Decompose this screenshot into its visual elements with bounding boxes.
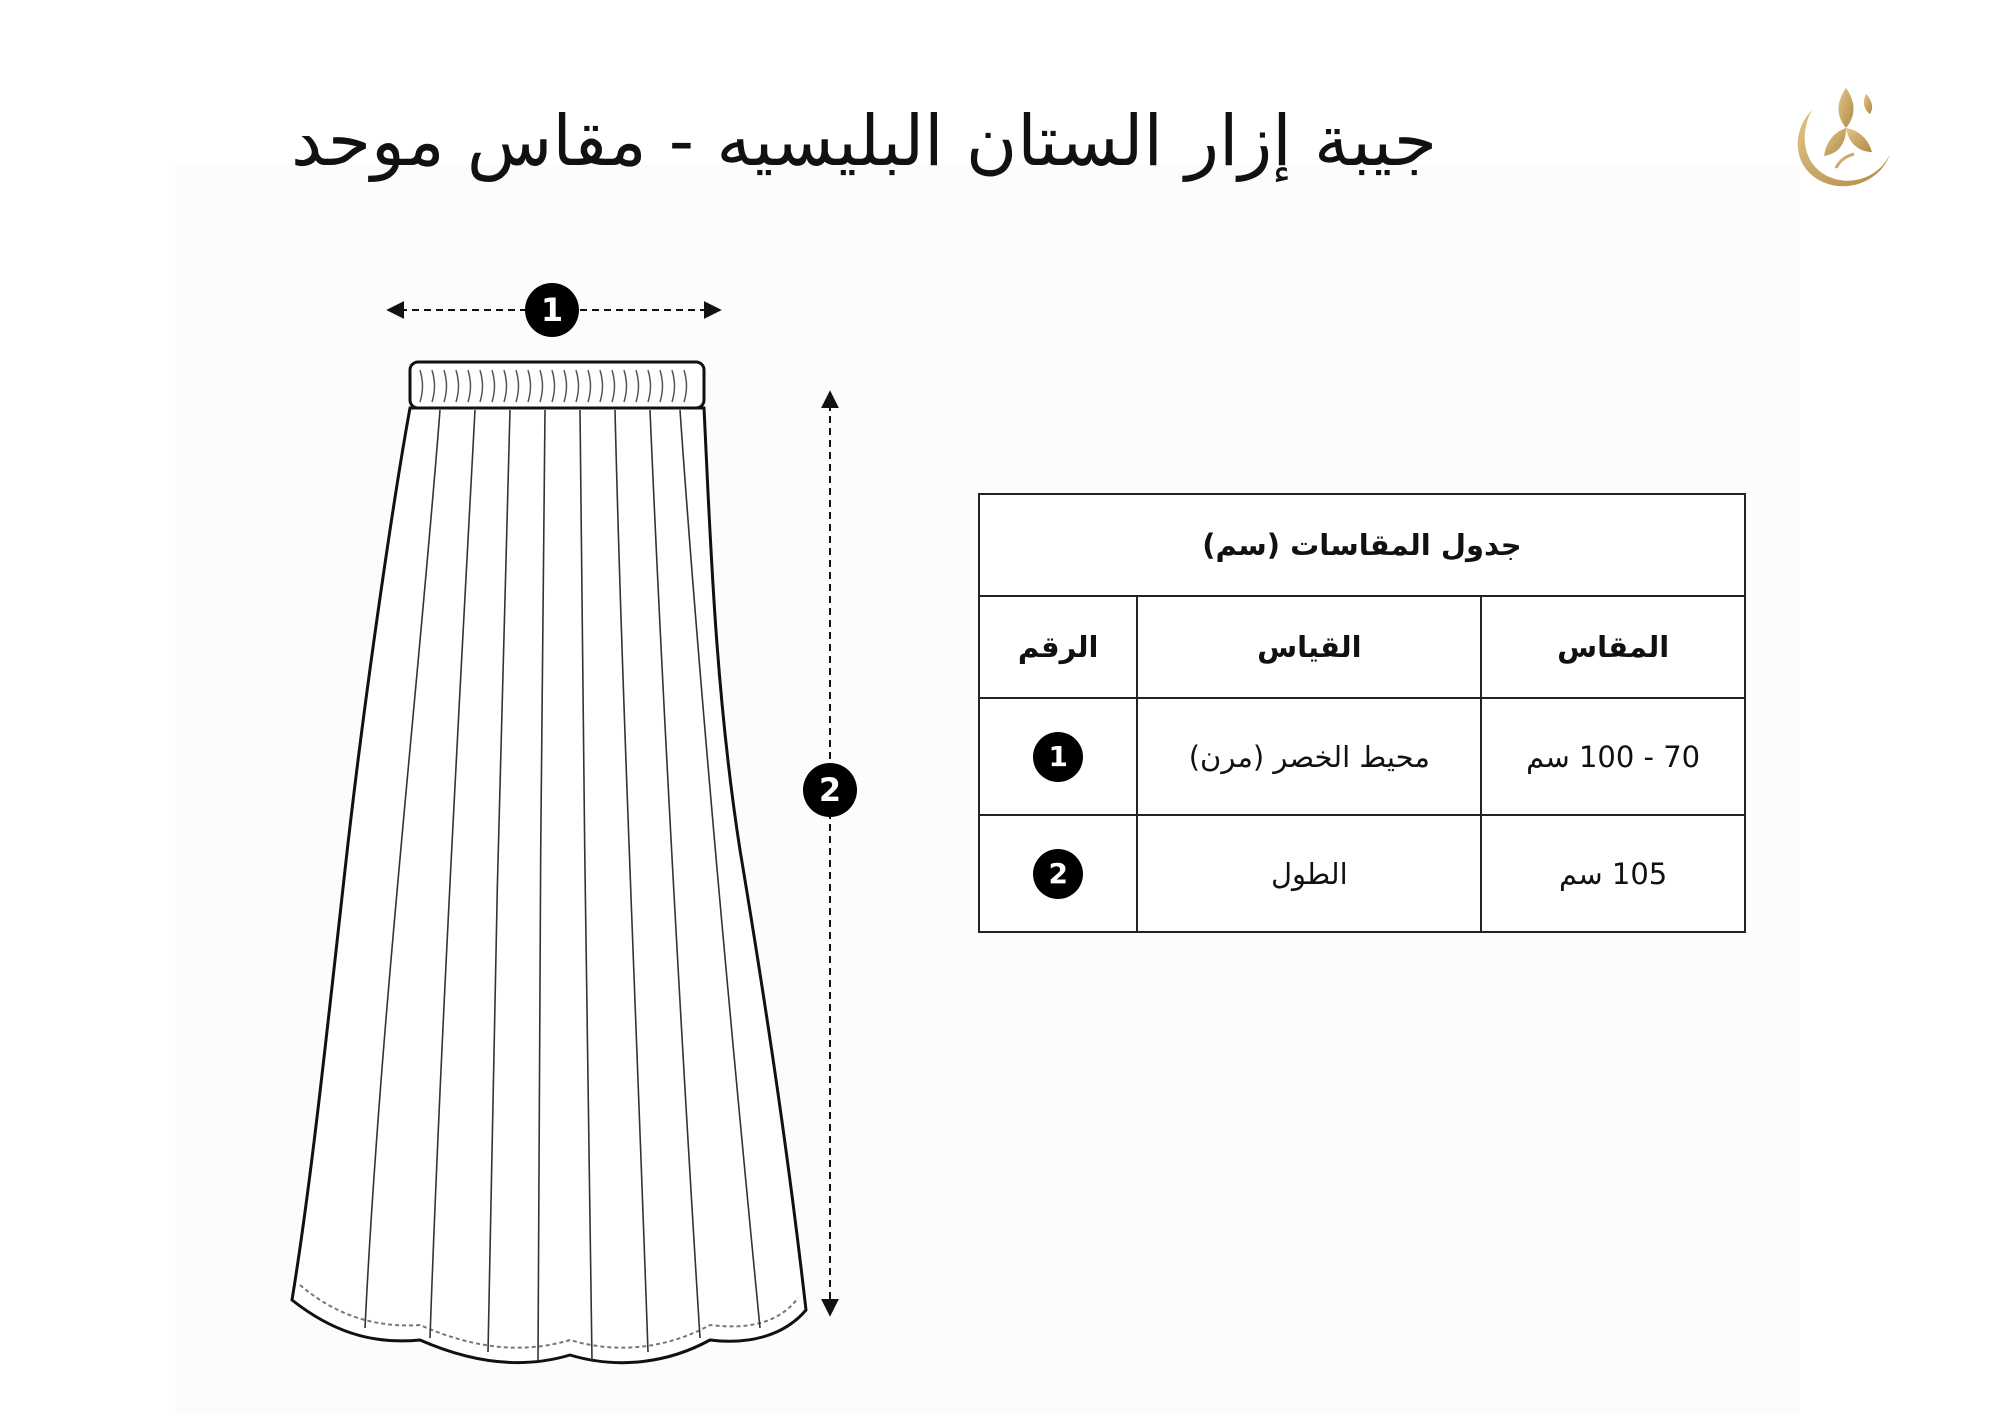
length-marker-badge: 2 — [803, 763, 857, 817]
row-number-badge: 2 — [1033, 849, 1083, 899]
golden-leaf-logo-icon — [1784, 80, 1904, 204]
cell-number — [979, 698, 1137, 815]
size-chart-table — [978, 493, 1746, 933]
table-row — [979, 698, 1745, 815]
cell-number — [979, 815, 1137, 932]
size-chart-header-row — [979, 596, 1745, 698]
cell-size: 105 سم — [1481, 815, 1745, 932]
cell-measurement: الطول — [1137, 815, 1481, 932]
size-chart-title: جدول المقاسات (سم) — [979, 494, 1745, 596]
row-number-badge: 1 — [1033, 732, 1083, 782]
page-title: جيبة إزار الستان البليسيه - مقاس موحد — [290, 100, 1437, 182]
cell-measurement: محيط الخصر (مرن) — [1137, 698, 1481, 815]
skirt-technical-drawing — [270, 270, 870, 1400]
header-number: الرقم — [979, 596, 1137, 698]
cell-size: 70 - 100 سم — [1481, 698, 1745, 815]
waist-marker-badge: 1 — [525, 283, 579, 337]
header-measurement: القياس — [1137, 596, 1481, 698]
table-row — [979, 815, 1745, 932]
header-size: المقاس — [1481, 596, 1745, 698]
